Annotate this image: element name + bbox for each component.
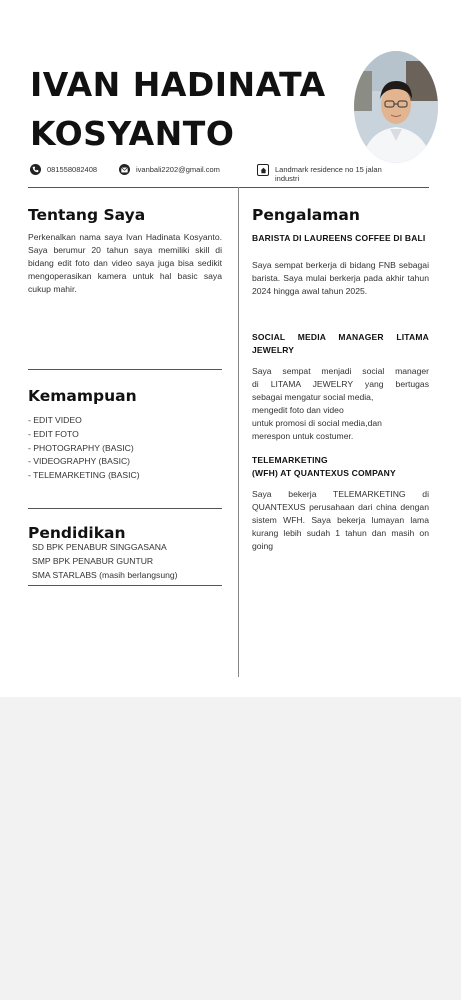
job-desc-social-media: [252, 365, 429, 443]
skills-title: Kemampuan: [28, 387, 137, 405]
desc-line: di LITAMA JEWELRY yang bertugas: [252, 379, 429, 389]
skill-item: - EDIT VIDEO: [28, 415, 82, 425]
education-item: SMA STARLABS (masih berlangsung): [32, 569, 178, 580]
education-title: Pendidikan: [28, 524, 126, 542]
name-line-2: KOSYANTO: [30, 114, 235, 153]
desc-line: sebagai mengatur social media,: [252, 392, 374, 402]
home-icon: [257, 164, 269, 176]
experience-title: Pengalaman: [252, 206, 360, 224]
about-text: Perkenalkan nama saya Ivan Hadinata Kosyanto. Saya berumur 20 tahun saya memiliki skill di bidang edit foto dan video saya juga bisa sedikit mengoperasikan kamera untuk hal basic saya cukup mahir.: [28, 232, 222, 294]
skills-divider: [28, 508, 222, 509]
email-address: ivanbali2202@gmail.com: [136, 165, 220, 174]
education-list: [32, 541, 178, 582]
contact-phone: [30, 165, 97, 175]
contact-address: [257, 165, 387, 183]
skill-item: - VIDEOGRAPHY (BASIC): [28, 456, 131, 467]
header-divider: [28, 187, 429, 188]
skill-item: - EDIT FOTO: [28, 428, 79, 439]
job-title-barista: BARISTA DI LAUREENS COFFEE DI BALI: [252, 233, 426, 243]
desc-line: Saya sempat menjadi social manager: [252, 366, 429, 376]
name-line-1: IVAN HADINATA: [30, 65, 326, 104]
about-divider: [28, 369, 222, 370]
full-name: [30, 60, 326, 158]
about-title: Tentang Saya: [28, 206, 146, 224]
desc-line: mengedit foto dan video: [252, 405, 344, 415]
desc-line: untuk promosi di social media,dan: [252, 418, 382, 428]
phone-icon: [30, 164, 41, 175]
education-item: SD BPK PENABUR SINGGASANA: [32, 542, 167, 552]
job-title-line: TELEMARKETING: [252, 455, 328, 465]
education-divider: [28, 585, 222, 586]
address-text: Landmark residence no 15 jalan industri: [275, 165, 382, 183]
column-divider: [238, 187, 239, 677]
job-title-line: (WFH) AT QUANTEXUS COMPANY: [252, 467, 396, 478]
skills-list: [28, 414, 140, 483]
profile-photo: [354, 51, 438, 163]
email-icon: [119, 164, 130, 175]
desc-line: merespon untuk costumer.: [252, 431, 354, 441]
contact-email: [119, 165, 220, 175]
skill-item: - PHOTOGRAPHY (BASIC): [28, 442, 134, 453]
education-item: SMP BPK PENABUR GUNTUR: [32, 555, 154, 566]
phone-number: 081558082408: [47, 165, 98, 174]
job-title-telemarketing: [252, 454, 429, 479]
job-desc-barista: Saya sempat berkerja di bidang FNB sebagai barista. Saya mulai berkerja pada akhir tahun 2024 hingga awal tahun 2025.: [252, 260, 429, 296]
job-desc-telemarketing: Saya bekerja TELEMARKETING di QUANTEXUS perusahaan dari china dengan sistem WFH. Saya bekerja lumayan lama kurang lebih sudah 1 tahun dan masih on going: [252, 489, 429, 551]
job-title-social-media: SOCIAL MEDIA MANAGER LITAMA JEWELRY: [252, 332, 429, 355]
skill-item: - TELEMARKETING (BASIC): [28, 470, 140, 481]
